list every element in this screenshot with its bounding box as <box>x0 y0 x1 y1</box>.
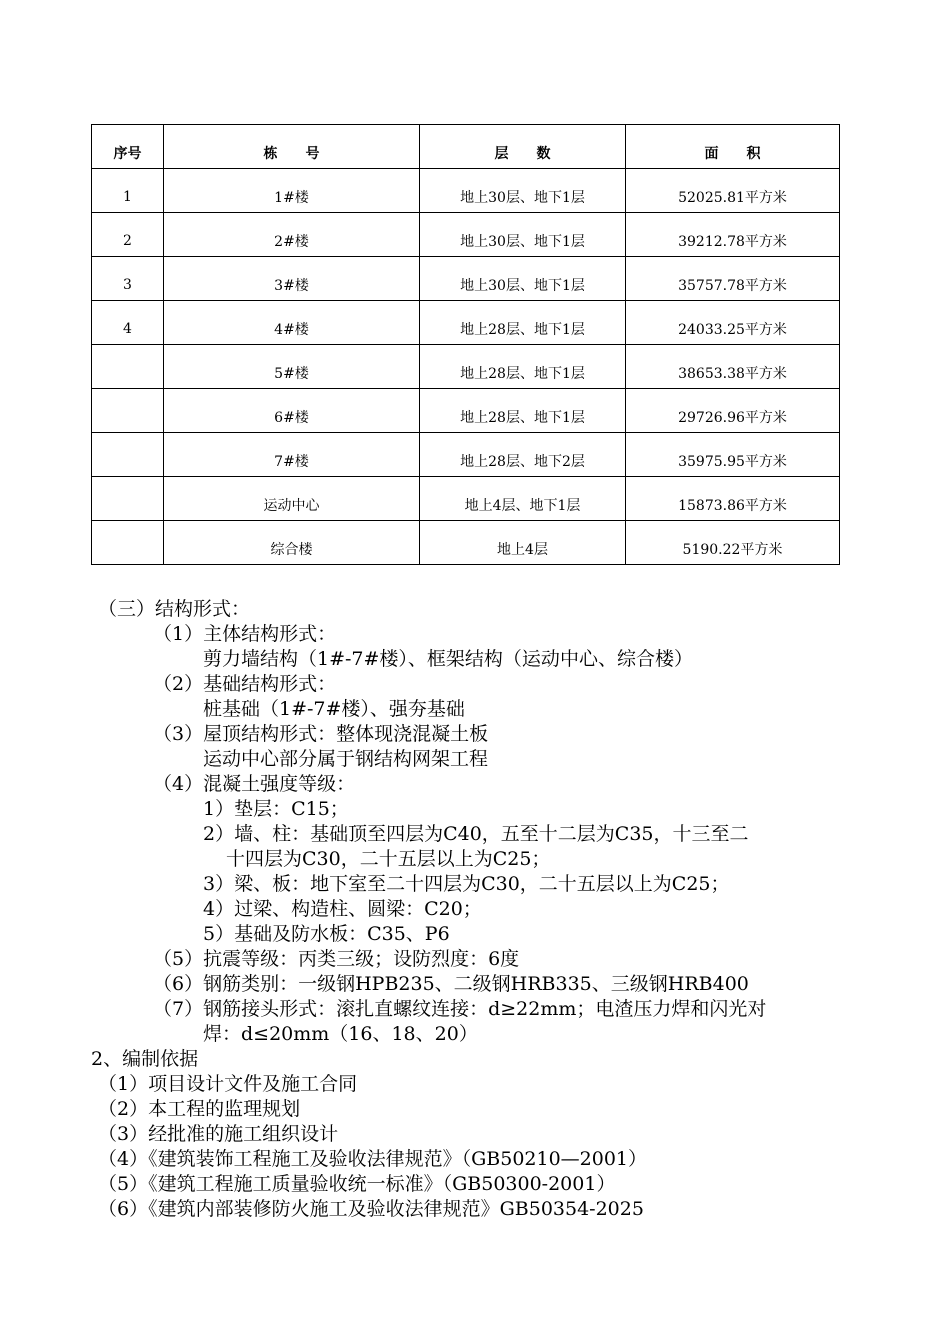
text-line: 5）基础及防水板：C35、P6 <box>203 923 450 945</box>
cell-area: 35975.95平方米 <box>626 433 840 477</box>
cell-index <box>92 345 164 389</box>
cell-index: 2 <box>92 213 164 257</box>
cell-area: 29726.96平方米 <box>626 389 840 433</box>
cell-building: 2#楼 <box>164 213 420 257</box>
text-line: 4）过梁、构造柱、圆梁：C20； <box>203 898 482 920</box>
table-header-row <box>92 125 840 169</box>
cell-floors: 地上28层、地下1层 <box>420 345 626 389</box>
section-heading: 2、编制依据 <box>91 1048 199 1070</box>
cell-floors: 地上28层、地下1层 <box>420 301 626 345</box>
cell-building: 6#楼 <box>164 389 420 433</box>
building-table <box>91 124 840 565</box>
table-row <box>92 257 840 301</box>
table-row <box>92 345 840 389</box>
list-item: （3）经批准的施工组织设计 <box>98 1123 339 1145</box>
text-line: 十四层为C30，二十五层以上为C25； <box>226 848 551 870</box>
text-line: 剪力墙结构（1#-7#楼）、框架结构（运动中心、综合楼） <box>203 648 693 670</box>
text-line: （2）基础结构形式： <box>153 673 337 695</box>
text-line: （7）钢筋接头形式：滚扎直螺纹连接：d≥22mm；电渣压力焊和闪光对 <box>153 998 767 1020</box>
header-building: 栋 号 <box>164 125 420 169</box>
cell-building: 7#楼 <box>164 433 420 477</box>
list-item: （5）《建筑工程施工质量验收统一标准》（GB50300-2001） <box>98 1173 616 1195</box>
cell-floors: 地上4层 <box>420 521 626 565</box>
cell-index <box>92 389 164 433</box>
cell-floors: 地上28层、地下2层 <box>420 433 626 477</box>
table-row <box>92 433 840 477</box>
cell-area: 39212.78平方米 <box>626 213 840 257</box>
header-area: 面 积 <box>626 125 840 169</box>
text-line: 1）垫层：C15； <box>203 798 349 820</box>
section-heading: （三）结构形式： <box>98 598 251 620</box>
table-row <box>92 477 840 521</box>
cell-index <box>92 521 164 565</box>
cell-area: 24033.25平方米 <box>626 301 840 345</box>
cell-floors: 地上4层、地下1层 <box>420 477 626 521</box>
cell-index: 4 <box>92 301 164 345</box>
cell-area: 5190.22平方米 <box>626 521 840 565</box>
cell-building: 3#楼 <box>164 257 420 301</box>
cell-area: 38653.38平方米 <box>626 345 840 389</box>
text-line: （3）屋顶结构形式：整体现浇混凝土板 <box>153 723 489 745</box>
list-item: （2）本工程的监理规划 <box>98 1098 301 1120</box>
cell-floors: 地上30层、地下1层 <box>420 169 626 213</box>
cell-area: 35757.78平方米 <box>626 257 840 301</box>
text-line: （5）抗震等级：丙类三级；设防烈度：6度 <box>153 948 520 970</box>
list-item: （4）《建筑装饰工程施工及验收法律规范》（GB50210—2001） <box>98 1148 648 1170</box>
table-row <box>92 521 840 565</box>
cell-building: 综合楼 <box>164 521 420 565</box>
table-row <box>92 301 840 345</box>
text-line: 2）墙、柱：基础顶至四层为C40，五至十二层为C35，十三至二 <box>203 823 749 845</box>
cell-building: 5#楼 <box>164 345 420 389</box>
header-index: 序号 <box>92 125 164 169</box>
text-line: 焊：d≤20mm（16、18、20） <box>203 1023 478 1045</box>
cell-building: 运动中心 <box>164 477 420 521</box>
cell-index <box>92 477 164 521</box>
list-item: （6）《建筑内部装修防火施工及验收法律规范》GB50354-2025 <box>98 1198 644 1220</box>
cell-building: 1#楼 <box>164 169 420 213</box>
cell-area: 15873.86平方米 <box>626 477 840 521</box>
list-item: （1）项目设计文件及施工合同 <box>98 1073 358 1095</box>
text-line: （1）主体结构形式： <box>153 623 337 645</box>
text-line: 桩基础（1#-7#楼）、强夯基础 <box>203 698 465 720</box>
cell-building: 4#楼 <box>164 301 420 345</box>
cell-floors: 地上28层、地下1层 <box>420 389 626 433</box>
text-line: （6）钢筋类别：一级钢HPB235、二级钢HRB335、三级钢HRB400 <box>153 973 749 995</box>
text-line: （4）混凝土强度等级： <box>153 773 356 795</box>
cell-index <box>92 433 164 477</box>
text-line: 3）梁、板：地下室至二十四层为C30，二十五层以上为C25； <box>203 873 730 895</box>
cell-floors: 地上30层、地下1层 <box>420 257 626 301</box>
cell-index: 3 <box>92 257 164 301</box>
header-floors: 层 数 <box>420 125 626 169</box>
table-row <box>92 389 840 433</box>
text-line: 运动中心部分属于钢结构网架工程 <box>203 748 489 770</box>
table-row <box>92 169 840 213</box>
table-row <box>92 213 840 257</box>
cell-floors: 地上30层、地下1层 <box>420 213 626 257</box>
cell-area: 52025.81平方米 <box>626 169 840 213</box>
cell-index: 1 <box>92 169 164 213</box>
